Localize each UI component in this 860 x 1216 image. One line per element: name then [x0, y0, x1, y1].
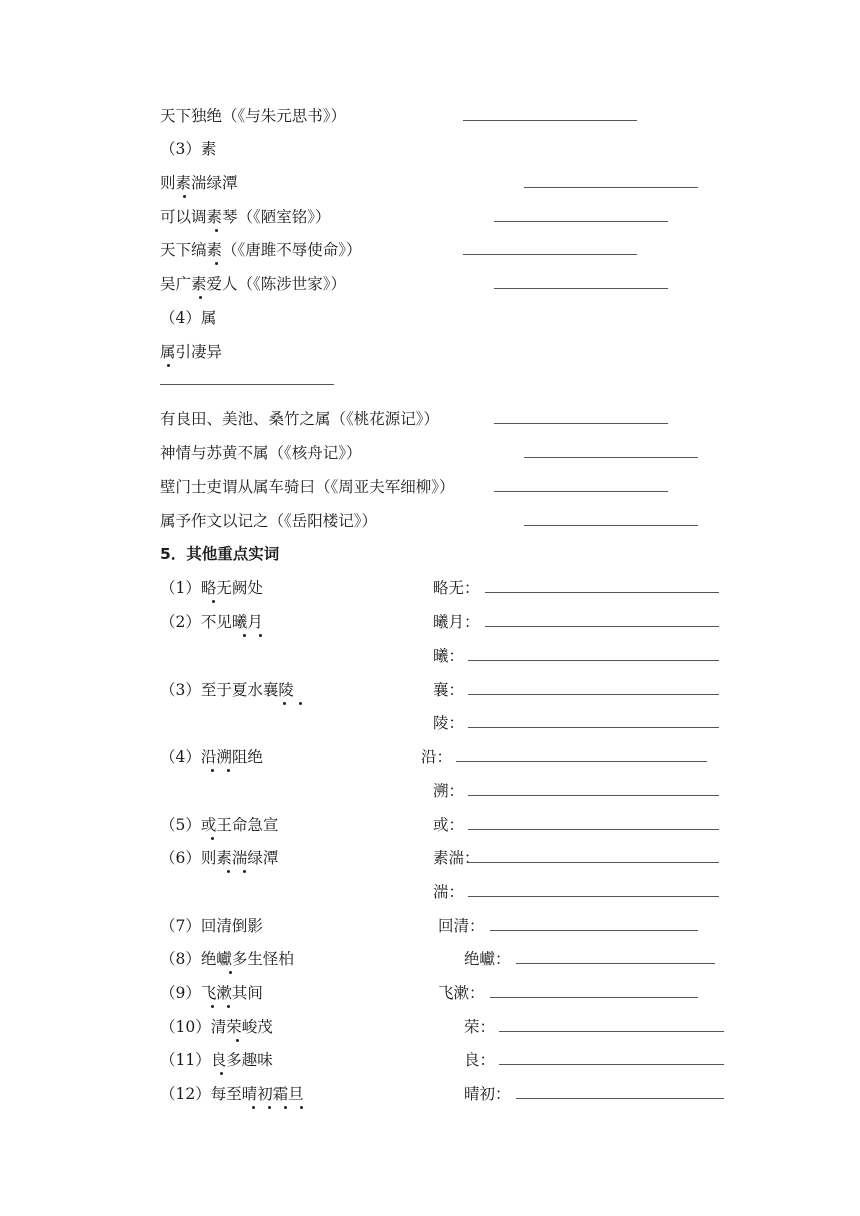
example-row [0, 269, 860, 299]
answer-blank[interactable] [468, 727, 719, 728]
vocab-answer-label: 良： [464, 1051, 496, 1069]
example-row [0, 404, 860, 434]
vocab-answer-label: 陵： [433, 714, 465, 732]
emphasis-dot [227, 870, 230, 873]
example-row [0, 438, 860, 468]
vocab-row [0, 675, 860, 705]
vocab-answer-label: 沿： [421, 748, 453, 766]
example-text: 壁门士吏谓从属车骑曰（《周亚夫军细柳》） [160, 478, 455, 496]
example-text: 有良田、美池、桑竹之属（《桃花源记》） [160, 410, 440, 428]
emphasis-dot [215, 262, 218, 265]
section-heading: 5．其他重点实词 [160, 545, 280, 563]
emphasis-dot [211, 769, 214, 772]
vocab-answer-label: 略无： [433, 579, 480, 597]
vocab-row [0, 708, 860, 738]
vocab-row [0, 607, 860, 637]
emphasis-dot [215, 229, 218, 232]
emphasis-dot [283, 702, 286, 705]
example-text: 天下独绝（《与朱元思书》） [160, 107, 347, 125]
entry-heading-row [0, 134, 860, 164]
answer-blank[interactable] [468, 896, 719, 897]
vocab-answer-label: 荣： [464, 1018, 496, 1036]
emphasis-dot [284, 1106, 287, 1109]
vocab-item: （8）绝巘多生怪柏 [160, 950, 294, 968]
emphasis-dot [227, 769, 230, 772]
vocab-row [0, 843, 860, 873]
vocab-row [0, 944, 860, 974]
vocab-item: （6）则素湍绿潭 [160, 849, 279, 867]
vocab-row [0, 1045, 860, 1075]
emphasis-dot [300, 1106, 303, 1109]
vocab-item: （11）良多趣味 [160, 1051, 273, 1069]
example-text: 则素湍绿潭 [160, 174, 238, 192]
vocab-row [0, 776, 860, 806]
emphasis-dot [299, 702, 302, 705]
example-row [0, 202, 860, 232]
example-row [0, 168, 860, 198]
example-text: 属引凄异 [160, 343, 223, 361]
emphasis-dot [212, 600, 215, 603]
vocab-answer-label: 晴初： [464, 1085, 511, 1103]
emphasis-dot [199, 296, 202, 299]
answer-blank[interactable] [468, 795, 719, 796]
answer-blank[interactable] [516, 1098, 724, 1099]
emphasis-dot [252, 1106, 255, 1109]
vocab-item: （9）飞漱其间 [160, 984, 263, 1002]
answer-blank[interactable] [490, 930, 698, 931]
emphasis-dot [211, 1005, 214, 1008]
answer-blank[interactable] [468, 862, 719, 863]
answer-blank[interactable] [494, 423, 668, 424]
emphasis-dot [243, 634, 246, 637]
example-row [0, 101, 860, 131]
vocab-answer-label: 曦月： [433, 613, 480, 631]
vocab-row [0, 573, 860, 603]
vocab-answer-label: 或： [433, 816, 465, 834]
answer-blank[interactable] [516, 963, 715, 964]
example-row [0, 472, 860, 502]
emphasis-dot [236, 1039, 239, 1042]
emphasis-dot [211, 837, 214, 840]
example-row [0, 235, 860, 265]
example-text: 天下缟素（《唐雎不辱使命》） [160, 241, 362, 259]
answer-blank[interactable] [524, 525, 698, 526]
answer-blank[interactable] [499, 1031, 724, 1032]
example-text: 可以调素琴（《陋室铭》） [160, 208, 331, 226]
vocab-row [0, 1012, 860, 1042]
example-row [0, 337, 860, 367]
entry-heading: （4）属 [160, 309, 217, 327]
emphasis-dot [268, 1106, 271, 1109]
vocab-answer-label: 回清： [438, 917, 485, 935]
answer-blank[interactable] [490, 997, 698, 998]
vocab-answer-label: 溯： [433, 782, 465, 800]
vocab-answer-label: 湍： [433, 883, 465, 901]
emphasis-dot [167, 364, 170, 367]
vocab-row [0, 641, 860, 671]
vocab-row [0, 1079, 860, 1109]
answer-blank[interactable] [463, 120, 637, 121]
answer-blank[interactable] [463, 254, 637, 255]
answer-blank[interactable] [468, 694, 719, 695]
entry-heading-row [0, 303, 860, 333]
example-text: 吴广素爱人（《陈涉世家》） [160, 275, 347, 293]
section-heading-row [0, 539, 860, 569]
answer-blank[interactable] [485, 592, 719, 593]
answer-blank[interactable] [524, 457, 698, 458]
answer-blank[interactable] [160, 384, 334, 385]
emphasis-dot [259, 634, 262, 637]
emphasis-dot [227, 1005, 230, 1008]
vocab-item: （12）每至晴初霜旦 [160, 1085, 304, 1103]
vocab-row [0, 810, 860, 840]
vocab-answer-label: 曦： [433, 647, 465, 665]
answer-blank[interactable] [468, 829, 719, 830]
vocab-item: （1）略无阙处 [160, 579, 263, 597]
example-text: 属予作文以记之（《岳阳楼记》） [160, 512, 378, 530]
answer-blank[interactable] [494, 221, 668, 222]
emphasis-dot [183, 195, 186, 198]
answer-blank[interactable] [456, 761, 707, 762]
emphasis-dot [220, 1072, 223, 1075]
vocab-row [0, 877, 860, 907]
answer-blank[interactable] [524, 187, 698, 188]
answer-blank[interactable] [494, 491, 668, 492]
vocab-item: （3）至于夏水襄陵 [160, 681, 294, 699]
answer-blank[interactable] [485, 626, 719, 627]
answer-blank[interactable] [499, 1064, 724, 1065]
vocab-item: （4）沿溯阻绝 [160, 748, 263, 766]
entry-heading: （3）素 [160, 140, 217, 158]
vocab-item: （2）不见曦月 [160, 613, 263, 631]
emphasis-dot [243, 870, 246, 873]
vocab-item: （5）或王命急宣 [160, 816, 279, 834]
emphasis-dot [229, 971, 232, 974]
answer-blank[interactable] [468, 660, 719, 661]
example-row [0, 506, 860, 536]
answer-row [0, 370, 860, 400]
vocab-answer-label: 绝巘： [464, 950, 511, 968]
vocab-answer-label: 飞漱： [438, 984, 485, 1002]
vocab-item: （7）回清倒影 [160, 917, 263, 935]
vocab-row [0, 978, 860, 1008]
vocab-row [0, 911, 860, 941]
vocab-row [0, 742, 860, 772]
vocab-item: （10）清荣峻茂 [160, 1018, 273, 1036]
vocab-answer-label: 襄： [433, 681, 465, 699]
example-text: 神情与苏黄不属（《核舟记》） [160, 444, 362, 462]
vocab-answer-label: 素湍： [433, 849, 480, 867]
answer-blank[interactable] [494, 288, 668, 289]
